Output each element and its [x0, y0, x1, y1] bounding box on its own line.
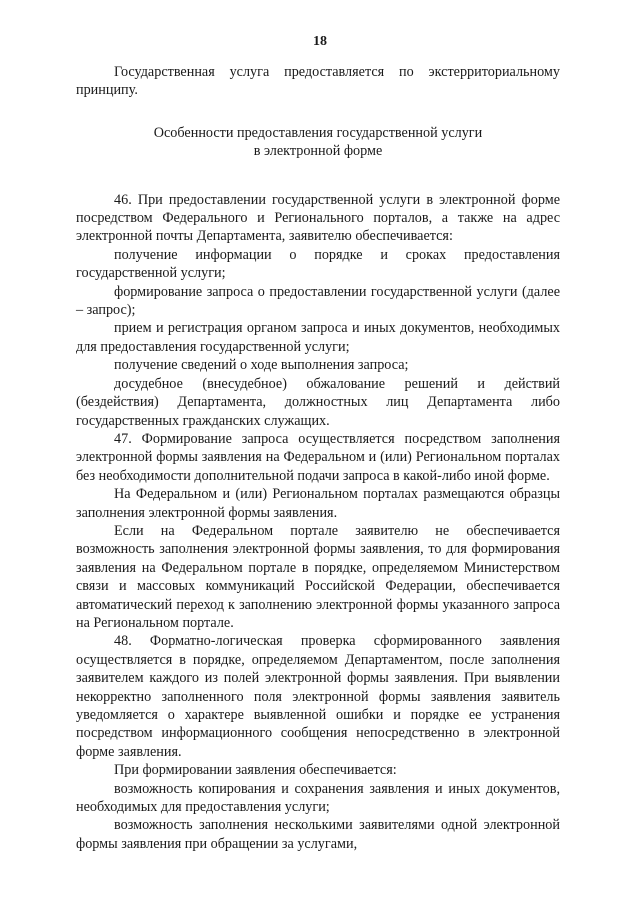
intro-paragraph: Государственная услуга предоставляется по экстерриториальному принципу.	[76, 64, 560, 99]
paragraph-47: 47. Формирование запроса осуществляется посредством заполнения электронной формы заявления на Федеральном и (или) Региональном порталах без необходимости дополнительной подачи запроса в какой-либо иной форме.	[76, 430, 560, 484]
section-title-line-1: Особенности предоставления государственной услуги	[153, 124, 483, 141]
list-item-appeal: досудебное (внесудебное) обжалование решений и действий (бездействия) Департамента, должностных лиц Департамента либо государственных гражданских служащих.	[76, 375, 560, 429]
paragraph-forming-provides: При формировании заявления обеспечивается:	[114, 762, 397, 779]
paragraph-46: 46. При предоставлении государственной услуги в электронной форме посредством Федерального и Регионального порталов, а также на адрес электронной почты Департамента, заявителю обеспечивается:	[76, 191, 560, 245]
list-item-info: получение информации о порядке и сроках предоставления государственной услуги;	[76, 246, 560, 282]
section-title	[76, 124, 560, 161]
page-number: 18	[313, 34, 327, 49]
list-item-status: получение сведений о ходе выполнения запроса;	[114, 357, 409, 374]
paragraph-48: 48. Форматно-логическая проверка сформированного заявления осуществляется в порядке, определяемом Департаментом, после заполнения заявителем каждого из полей электронной формы заявления. При выявлении некорректно заполненного поля электронной формы заявления заявитель уведомляется о характере выявленной ошибки и порядке ее устранения посредством информационного сообщения непосредственно в электронной форме заявления.	[76, 633, 560, 760]
list-item-registration: прием и регистрация органом запроса и иных документов, необходимых для предоставления государственной услуги;	[76, 320, 560, 355]
list-item-request-forming: формирование запроса о предоставлении государственной услуги (далее – запрос);	[76, 283, 560, 319]
paragraph-samples: На Федеральном и (или) Региональном порталах размещаются образцы заполнения электронной формы заявления.	[76, 486, 560, 521]
section-title-line-2: в электронной форме	[253, 143, 383, 160]
document-body	[76, 63, 560, 853]
paragraph-redirect: Если на Федеральном портале заявителю не обеспечивается возможность заполнения электронной формы заявления, то для формирования заявления на Федеральном портале в порядке, определяемом Министерством связи и массовых коммуникаций Российской Федерации, обеспечивается автоматический переход к заполнению электронной формы указанного запроса на Региональном портале.	[76, 522, 560, 631]
list-item-multiple-applicants: возможность заполнения несколькими заявителями одной электронной формы заявления при обращении за услугами,	[76, 817, 560, 852]
list-item-copy-save: возможность копирования и сохранения заявления и иных документов, необходимых для предоставления услуги;	[76, 780, 560, 816]
